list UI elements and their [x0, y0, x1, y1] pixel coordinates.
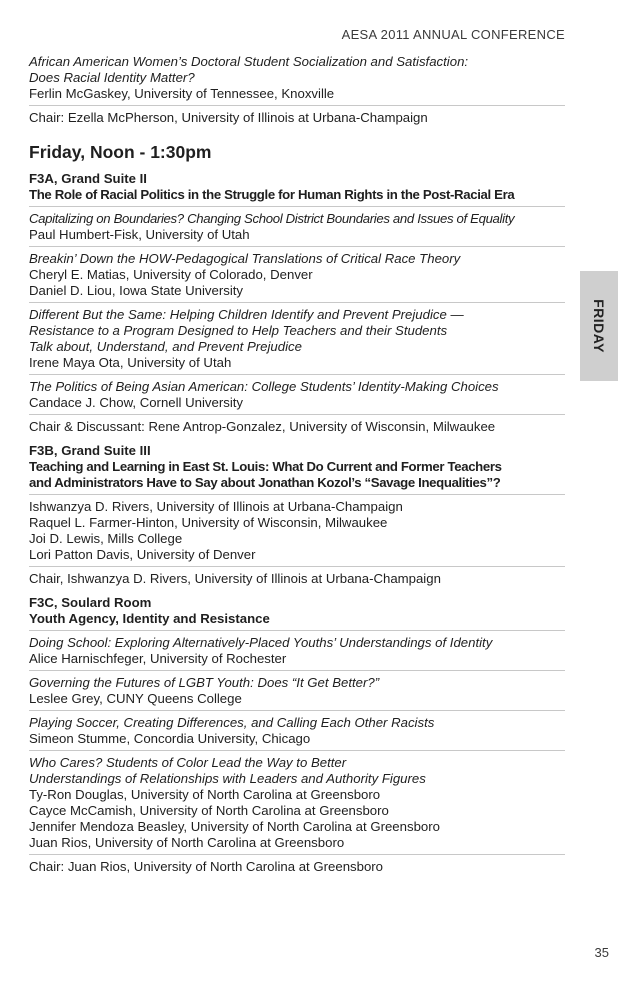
divider [29, 750, 565, 751]
author: Ishwanzya D. Rivers, University of Illinois at Urbana-Champaign [29, 499, 403, 514]
author: Raquel L. Farmer-Hinton, University of Wisconsin, Milwaukee [29, 515, 388, 530]
paper-title: Does Racial Identity Matter? [29, 70, 195, 85]
paper-title: Capitalizing on Boundaries? Changing School District Boundaries and Issues of Equality [29, 211, 515, 226]
time-heading: Friday, Noon - 1:30pm [29, 142, 212, 162]
author: Simeon Stumme, Concordia University, Chicago [29, 731, 311, 746]
divider [29, 206, 565, 207]
friday-side-tab [580, 271, 618, 381]
friday-tab-label: FRIDAY [591, 299, 607, 353]
divider [29, 374, 565, 375]
running-header: AESA 2011 ANNUAL CONFERENCE [341, 27, 565, 42]
page-number: 35 [594, 945, 609, 960]
paper-title: Different But the Same: Helping Children Identify and Prevent Prejudice — [29, 307, 464, 322]
divider [29, 710, 565, 711]
author: Irene Maya Ota, University of Utah [29, 355, 232, 370]
divider [29, 105, 565, 106]
paper-title: Understandings of Relationships with Leaders and Authority Figures [29, 771, 426, 786]
author: Cayce McCamish, University of North Carolina at Greensboro [29, 803, 389, 818]
divider [29, 630, 565, 631]
divider [29, 670, 565, 671]
session-chair: Chair & Discussant: Rene Antrop-Gonzalez, University of Wisconsin, Milwaukee [29, 419, 496, 434]
author: Leslee Grey, CUNY Queens College [29, 691, 242, 706]
session-chair: Chair, Ishwanzya D. Rivers, University of Illinois at Urbana-Champaign [29, 571, 441, 586]
divider [29, 414, 565, 415]
paper-title: Resistance to a Program Designed to Help Teachers and their Students [29, 323, 448, 338]
paper-title: African American Women’s Doctoral Student Socialization and Satisfaction: [29, 54, 469, 69]
program-content [29, 54, 569, 875]
divider [29, 246, 565, 247]
session-title: Youth Agency, Identity and Resistance [29, 611, 270, 626]
paper-title: Who Cares? Students of Color Lead the Way to Better [29, 755, 347, 770]
divider [29, 494, 565, 495]
author: Jennifer Mendoza Beasley, University of North Carolina at Greensboro [29, 819, 440, 834]
paper-title: Playing Soccer, Creating Differences, and Calling Each Other Racists [29, 715, 435, 730]
author: Paul Humbert-Fisk, University of Utah [29, 227, 250, 242]
session-title: Teaching and Learning in East St. Louis: What Do Current and Former Teachers [29, 459, 502, 474]
author: Daniel D. Liou, Iowa State University [29, 283, 244, 298]
author: Alice Harnischfeger, University of Rochester [29, 651, 287, 666]
divider [29, 854, 565, 855]
session-code: F3A, Grand Suite II [29, 171, 147, 186]
paper-title: Breakin’ Down the HOW-Pedagogical Translations of Critical Race Theory [29, 251, 461, 266]
author: Joi D. Lewis, Mills College [29, 531, 183, 546]
author: Ferlin McGaskey, University of Tennessee, Knoxville [29, 86, 335, 101]
session-chair: Chair: Ezella McPherson, University of Illinois at Urbana-Champaign [29, 110, 428, 125]
session-title: The Role of Racial Politics in the Struggle for Human Rights in the Post-Racial Era [29, 187, 515, 202]
session-title: and Administrators Have to Say about Jonathan Kozol’s “Savage Inequalities”? [29, 475, 501, 490]
paper-title: Talk about, Understand, and Prevent Prejudice [29, 339, 302, 354]
author: Ty-Ron Douglas, University of North Carolina at Greensboro [29, 787, 381, 802]
author: Lori Patton Davis, University of Denver [29, 547, 256, 562]
author: Candace J. Chow, Cornell University [29, 395, 244, 410]
author: Juan Rios, University of North Carolina at Greensboro [29, 835, 345, 850]
paper-title: The Politics of Being Asian American: College Students’ Identity-Making Choices [29, 379, 499, 394]
session-code: F3C, Soulard Room [29, 595, 152, 610]
author: Cheryl E. Matias, University of Colorado, Denver [29, 267, 313, 282]
divider [29, 302, 565, 303]
session-chair: Chair: Juan Rios, University of North Carolina at Greensboro [29, 859, 384, 874]
session-code: F3B, Grand Suite III [29, 443, 151, 458]
paper-title: Doing School: Exploring Alternatively-Placed Youths’ Understandings of Identity [29, 635, 493, 650]
paper-title: Governing the Futures of LGBT Youth: Does “It Get Better?” [29, 675, 380, 690]
divider [29, 566, 565, 567]
